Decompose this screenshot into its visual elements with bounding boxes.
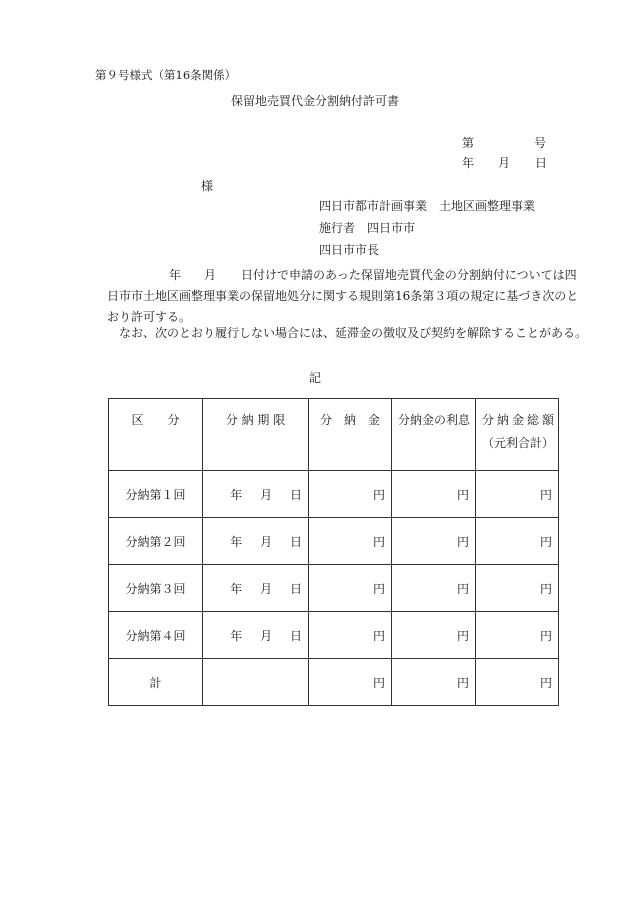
doc-no-prefix: 第 [462,136,475,150]
header-total: 分納金総額 [482,413,558,427]
table-row [109,565,559,612]
body-paragraph [107,265,587,328]
row-total: 円 [476,518,559,565]
table-total-row [109,659,559,706]
body-line-3: おり許可する。 [107,310,192,324]
row-label: 分納第２回 [109,518,203,565]
doc-no-suffix: 号 [534,136,547,150]
row-interest: 円 [392,612,476,659]
date-year: 年 [462,156,475,170]
body-line-2: 日市市土地区画整理事業の保留地処分に関する規則第16条第３項の規定に基づき次のと [107,289,579,303]
row-month: 月 [260,487,273,502]
executor-value: 四日市市 [367,221,416,235]
date-month: 月 [498,156,511,170]
note-paragraph: なお、次のとおり履行しない場合には、延滞金の徴収及び契約を解除することがある。 [119,326,588,340]
total-amount: 円 [309,659,392,706]
body-rest: 日付けで申請のあった保留地売買代金の分割納付については四 [241,268,577,282]
header-total-sub: （元利合計） [482,436,555,450]
row-day: 日 [289,628,302,643]
row-day: 日 [289,581,302,596]
form-number: 第９号様式（第16条関係） [95,68,237,82]
total-total: 円 [476,659,559,706]
header-category: 区 分 [109,399,203,471]
row-month: 月 [260,581,273,596]
table-row [109,612,559,659]
header-period: 分 納 期 限 [203,399,309,471]
row-day: 日 [289,534,302,549]
body-line-1 [107,265,587,286]
row-total: 円 [476,612,559,659]
total-interest: 円 [392,659,476,706]
row-interest: 円 [392,565,476,612]
issuer-executor [319,221,416,235]
table-row [109,471,559,518]
row-month: 月 [260,628,273,643]
table-row [109,518,559,565]
row-date [203,612,309,659]
body-year: 年 [169,268,182,282]
row-label: 分納第４回 [109,612,203,659]
row-interest: 円 [392,518,476,565]
row-year: 年 [230,487,243,502]
row-month: 月 [260,534,273,549]
total-period-empty [203,659,309,706]
row-amount: 円 [309,612,392,659]
row-day: 日 [289,487,302,502]
row-total: 円 [476,471,559,518]
row-interest: 円 [392,471,476,518]
row-amount: 円 [309,565,392,612]
row-amount: 円 [309,471,392,518]
document-title: 保留地売買代金分割納付許可書 [230,94,399,108]
installment-table [108,398,559,706]
issuer-project: 四日市都市計画事業 土地区画整理事業 [319,199,536,213]
total-label: 計 [109,659,203,706]
row-year: 年 [230,534,243,549]
addressee-suffix: 様 [201,179,214,193]
row-amount: 円 [309,518,392,565]
row-year: 年 [230,581,243,596]
table-header-row [109,399,559,471]
ki-heading: 記 [308,371,321,385]
date-day: 日 [535,156,548,170]
issuer-mayor: 四日市市長 [319,243,380,257]
row-total: 円 [476,565,559,612]
row-label: 分納第３回 [109,565,203,612]
row-date [203,565,309,612]
executor-label: 施行者 [319,221,356,235]
header-interest: 分納金の利息 [392,399,476,471]
header-total-cell [476,399,559,471]
row-date [203,518,309,565]
row-date [203,471,309,518]
header-amount: 分 納 金 [309,399,392,471]
row-year: 年 [230,628,243,643]
row-label: 分納第１回 [109,471,203,518]
body-month: 月 [204,268,217,282]
